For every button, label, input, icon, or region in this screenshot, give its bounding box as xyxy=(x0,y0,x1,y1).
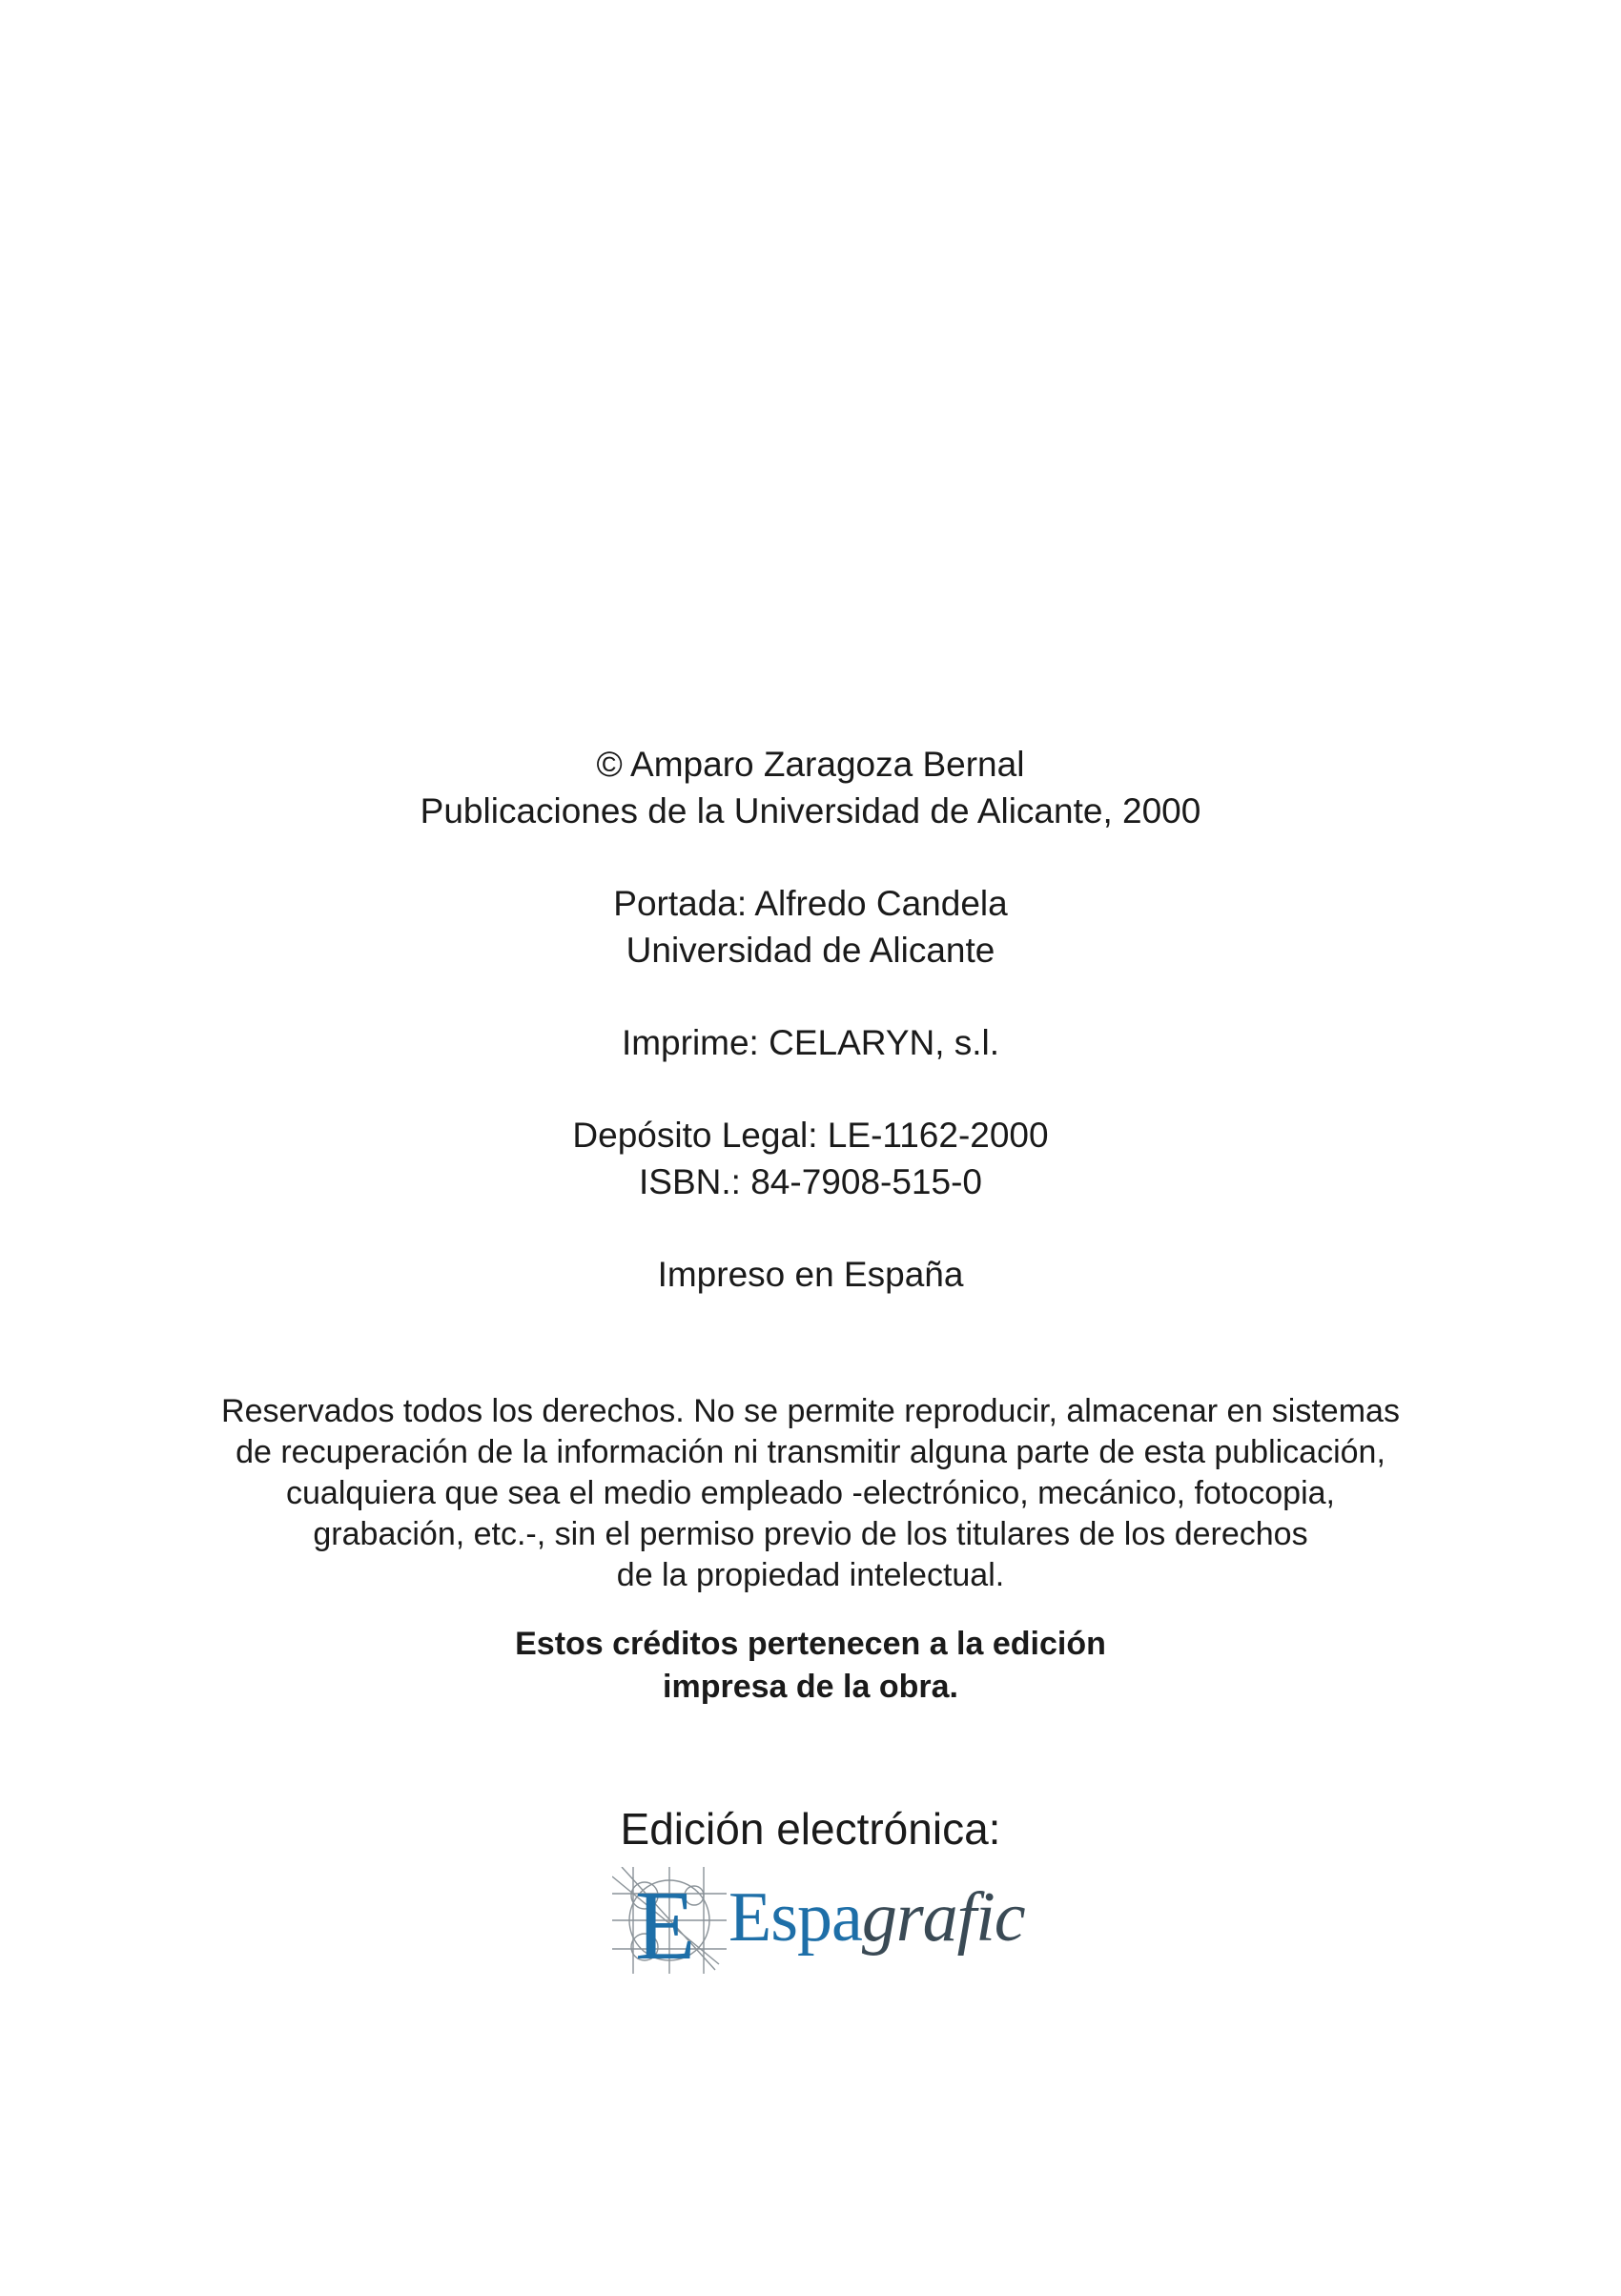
electronic-edition-label: Edición electrónica: xyxy=(620,1804,1001,1854)
rights-line: grabación, etc.-, sin el permiso previo de los titulares de los derechos xyxy=(313,1516,1308,1552)
cover-credits-block xyxy=(0,880,1621,974)
logo-letter: E xyxy=(635,1871,696,1974)
rights-line: de la propiedad intelectual. xyxy=(616,1557,1005,1593)
logo-wordmark xyxy=(728,1875,1025,1960)
credits-note-line: Estos créditos pertenecen a la edición xyxy=(515,1626,1106,1662)
rights-line: de recuperación de la información ni transmitir alguna parte de esta publicación, xyxy=(236,1434,1385,1470)
isbn-line: ISBN.: 84-7908-515-0 xyxy=(639,1162,982,1201)
printer-line: Imprime: CELARYN, s.l. xyxy=(621,1023,1000,1062)
cover-institution: Universidad de Alicante xyxy=(626,931,995,970)
printed-in-block xyxy=(0,1251,1621,1298)
cover-designer: Portada: Alfredo Candela xyxy=(613,884,1008,923)
copyright-holder: © Amparo Zaragoza Bernal xyxy=(596,745,1025,784)
logo-word-part2: grafic xyxy=(861,1878,1025,1957)
legal-deposit: Depósito Legal: LE-1162-2000 xyxy=(572,1116,1049,1155)
copyright-block xyxy=(0,741,1621,834)
logo-word-part1: Espa xyxy=(728,1878,862,1957)
espagrafic-logo xyxy=(612,1867,1025,1974)
publisher-line: Publicaciones de la Universidad de Alicante, 2000 xyxy=(420,791,1201,830)
rights-line: cualquiera que sea el medio empleado -electrónico, mecánico, fotocopia, xyxy=(286,1475,1335,1511)
printed-in-line: Impreso en España xyxy=(657,1255,964,1294)
legal-block xyxy=(0,1112,1621,1205)
printer-block xyxy=(0,1019,1621,1066)
rights-line: Reservados todos los derechos. No se permite reproducir, almacenar en sistemas xyxy=(221,1393,1400,1429)
credits-note-line: impresa de la obra. xyxy=(663,1669,958,1705)
rights-notice xyxy=(0,1391,1621,1596)
credits-note xyxy=(0,1623,1621,1709)
electronic-edition-block xyxy=(0,1800,1621,1857)
drafting-e-logo-icon xyxy=(612,1867,727,1974)
